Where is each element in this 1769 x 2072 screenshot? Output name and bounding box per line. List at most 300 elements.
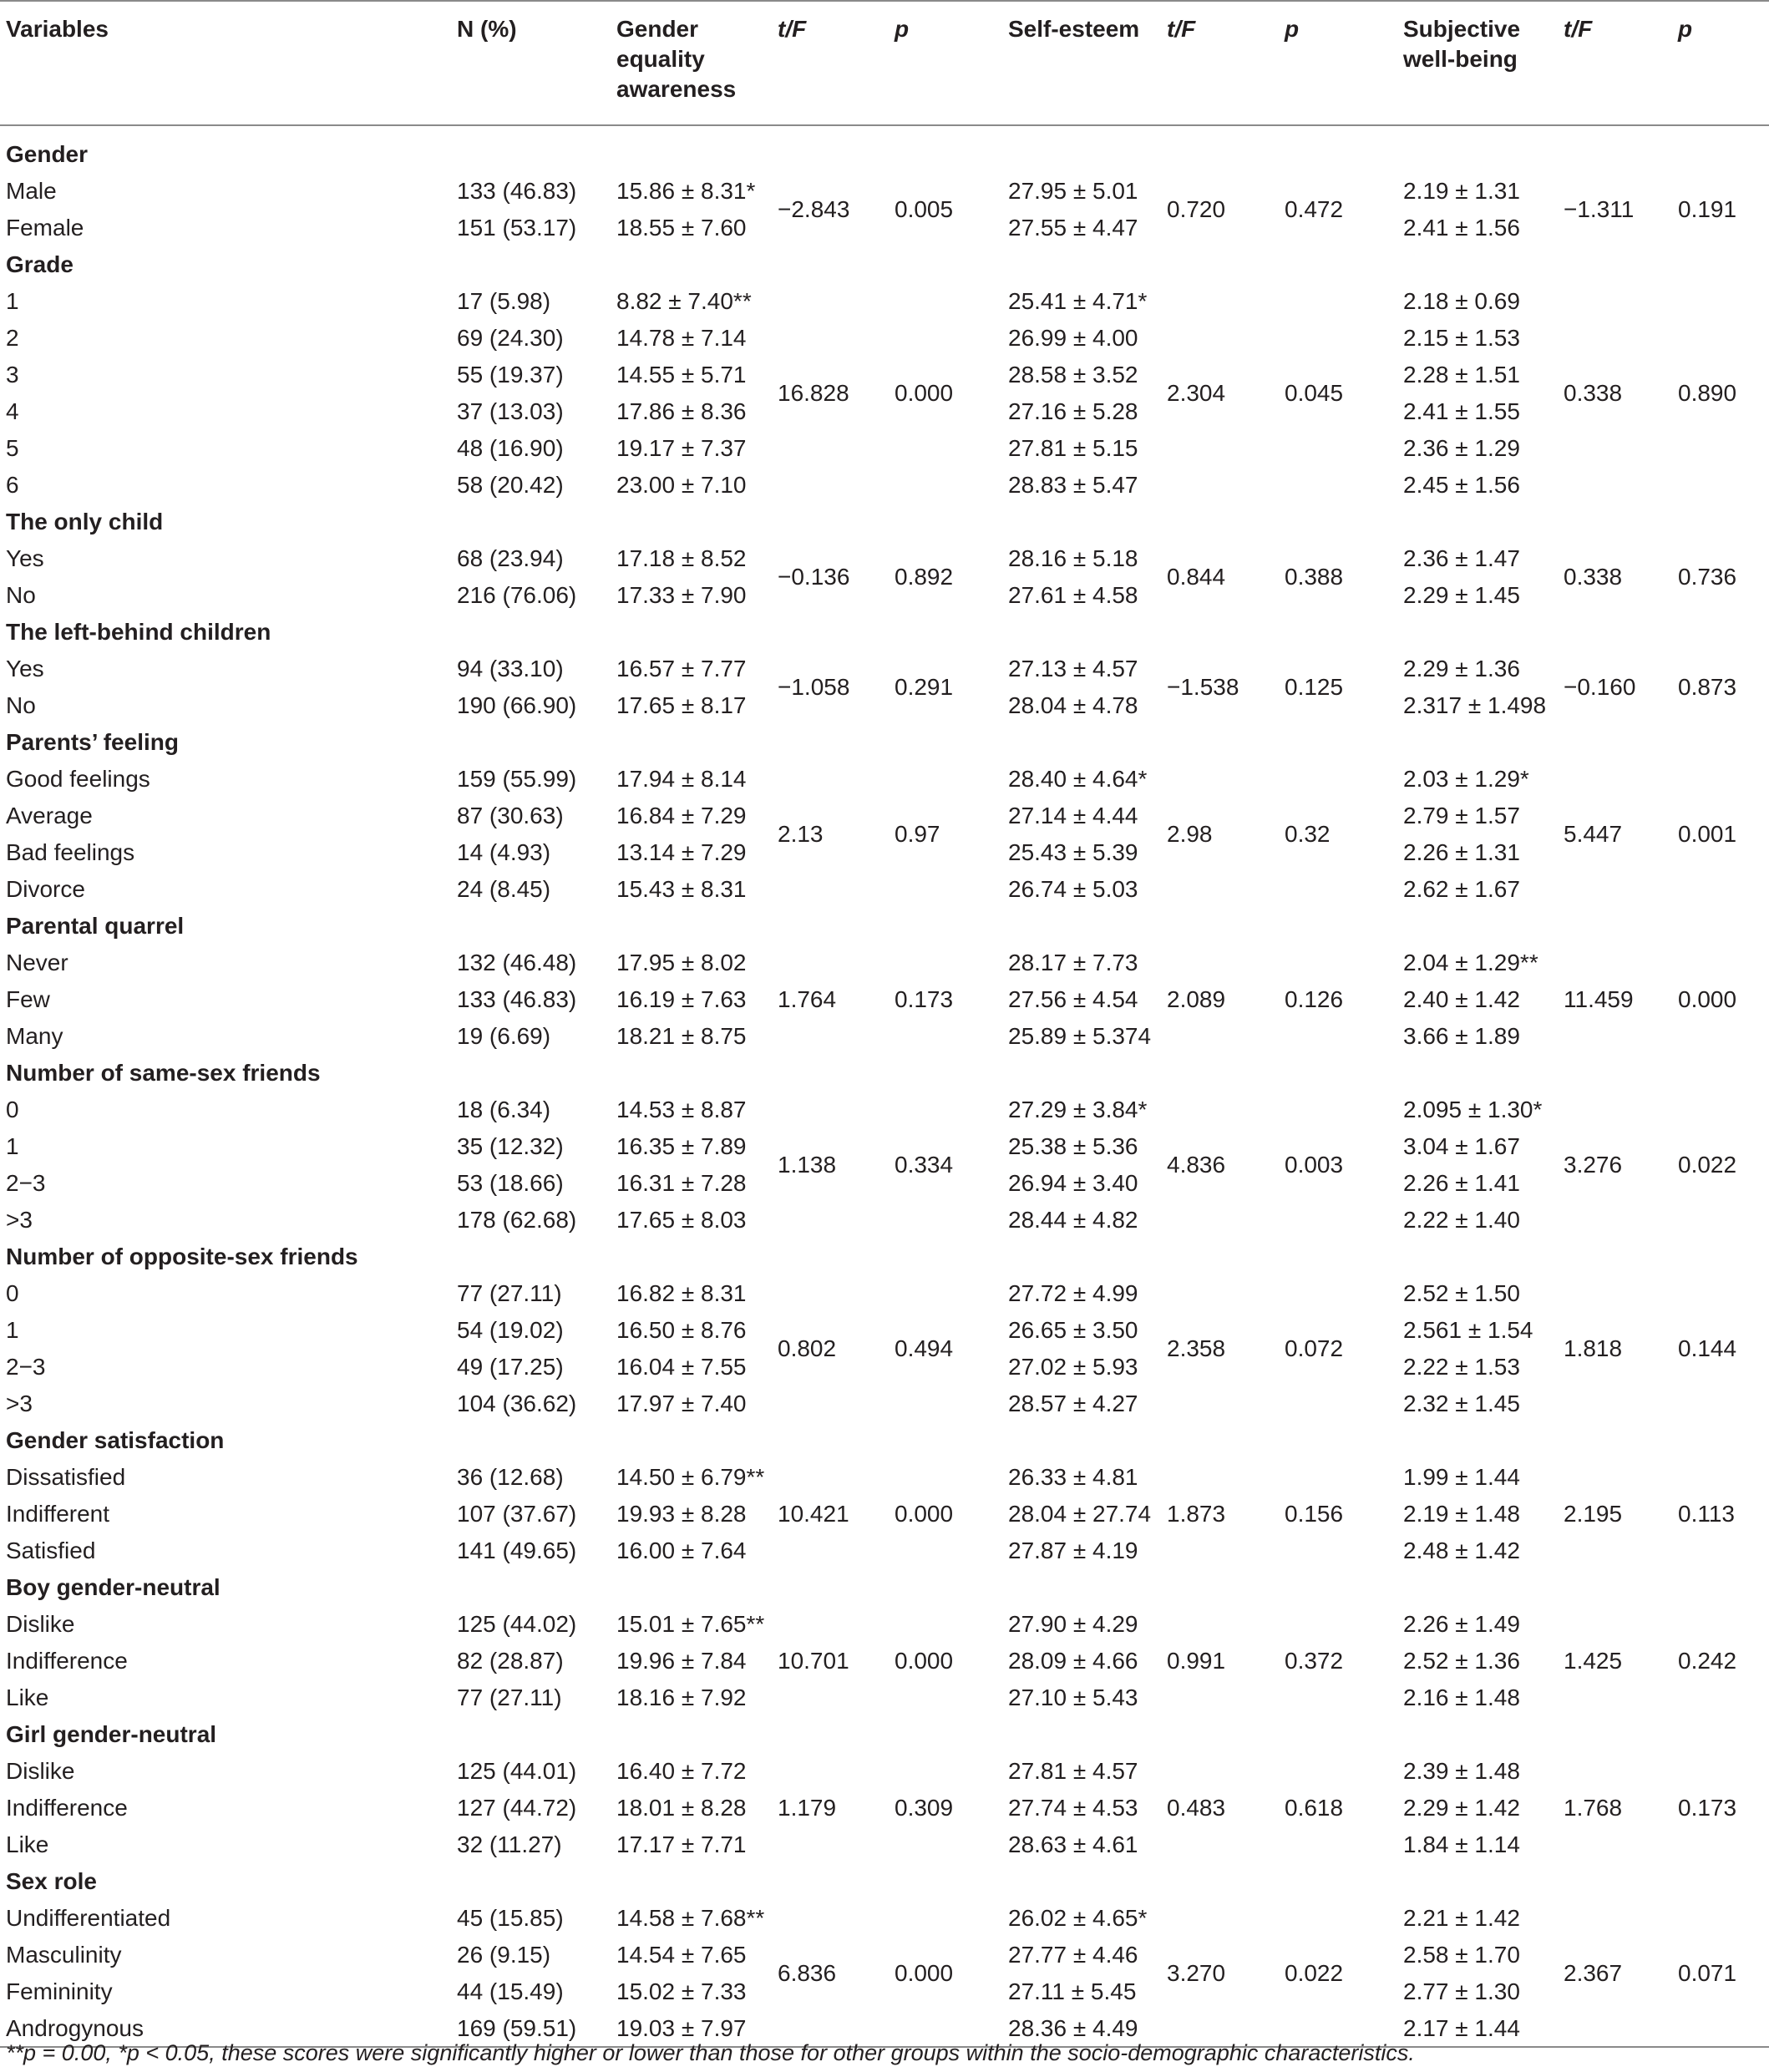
col-header-self-esteem: Self-esteem: [1002, 1, 1161, 125]
table-row: [0, 540, 1769, 577]
col-header-subjective-wellbeing: Subjective well-being: [1397, 1, 1558, 125]
se-tf-cell: 2.358: [1167, 1335, 1226, 1362]
n-percent-cell: 125 (44.02): [457, 1611, 577, 1638]
n-percent-cell: 49 (17.25): [457, 1354, 564, 1380]
row-label: 2−3: [6, 1354, 46, 1380]
row-label: Yes: [6, 656, 44, 682]
n-percent-cell: 141 (49.65): [457, 1538, 577, 1564]
n-percent-cell: 58 (20.42): [457, 472, 564, 499]
n-percent-cell: 190 (66.90): [457, 692, 577, 719]
gea-tf-cell: −2.843: [778, 196, 850, 223]
self-esteem-cell: 27.81 ± 5.15: [1008, 435, 1138, 462]
n-percent-cell: 37 (13.03): [457, 398, 564, 425]
n-percent-cell: 69 (24.30): [457, 325, 564, 352]
group-label: Girl gender-neutral: [6, 1721, 217, 1748]
self-esteem-cell: 26.02 ± 4.65*: [1008, 1905, 1148, 1932]
row-label: Male: [6, 178, 57, 205]
swb-p-cell: 0.191: [1678, 196, 1737, 223]
gender-equality-cell: 17.95 ± 8.02: [616, 950, 747, 976]
n-percent-cell: 77 (27.11): [457, 1684, 562, 1711]
swb-p-cell: 0.173: [1678, 1795, 1737, 1821]
self-esteem-cell: 28.57 ± 4.27: [1008, 1391, 1138, 1417]
subjective-wellbeing-cell: 2.29 ± 1.36: [1403, 656, 1520, 682]
subjective-wellbeing-cell: 2.19 ± 1.31: [1403, 178, 1520, 205]
self-esteem-cell: 27.74 ± 4.53: [1008, 1795, 1138, 1821]
gender-equality-cell: 17.86 ± 8.36: [616, 398, 747, 425]
swb-tf-cell: 1.425: [1564, 1648, 1623, 1674]
group-label: Gender satisfaction: [6, 1427, 225, 1454]
subjective-wellbeing-cell: 2.317 ± 1.498: [1403, 692, 1547, 719]
se-tf-cell: 0.991: [1167, 1648, 1226, 1674]
swb-p-cell: 0.144: [1678, 1335, 1737, 1362]
row-label: Satisfied: [6, 1538, 96, 1564]
gender-equality-cell: 13.14 ± 7.29: [616, 839, 747, 866]
gender-equality-cell: 14.54 ± 7.65: [616, 1942, 747, 1968]
gender-equality-cell: 15.01 ± 7.65**: [616, 1611, 765, 1638]
gender-equality-cell: 17.65 ± 8.17: [616, 692, 747, 719]
row-label: 1: [6, 1317, 19, 1344]
gender-equality-cell: 16.35 ± 7.89: [616, 1133, 747, 1160]
gea-p-cell: 0.291: [895, 674, 954, 701]
self-esteem-cell: 28.36 ± 4.49: [1002, 2010, 1161, 2047]
group-label: Parental quarrel: [6, 913, 185, 940]
gender-equality-cell: 16.00 ± 7.64: [616, 1538, 747, 1564]
n-percent-cell: 133 (46.83): [457, 986, 577, 1013]
row-label: Indifferent: [6, 1501, 110, 1527]
gender-equality-cell: 16.40 ± 7.72: [616, 1758, 747, 1785]
gender-equality-cell: 15.43 ± 8.31: [616, 876, 747, 903]
row-label: Indifference: [6, 1795, 128, 1821]
se-p-cell: 0.618: [1285, 1795, 1344, 1821]
gender-equality-cell: 18.21 ± 8.75: [616, 1023, 747, 1050]
row-label: Many: [6, 1023, 63, 1050]
self-esteem-cell: 27.02 ± 5.93: [1008, 1354, 1138, 1380]
n-percent-cell: 132 (46.48): [457, 950, 577, 976]
se-tf-cell: 2.304: [1167, 380, 1226, 407]
gender-equality-cell: 14.53 ± 8.87: [616, 1097, 747, 1123]
table-row: [0, 945, 1769, 981]
n-percent-cell: 151 (53.17): [457, 215, 577, 241]
n-percent-cell: 14 (4.93): [457, 839, 551, 866]
gender-equality-cell: 14.50 ± 6.79**: [616, 1464, 765, 1491]
self-esteem-cell: 25.38 ± 5.36: [1008, 1133, 1138, 1160]
table-body: [0, 125, 1769, 2047]
col-header-gender-equality: Gender equality awareness: [611, 1, 772, 125]
group-label: Boy gender-neutral: [6, 1574, 220, 1601]
swb-tf-cell: 1.768: [1564, 1795, 1623, 1821]
n-percent-cell: 48 (16.90): [457, 435, 564, 462]
table-footnote: **p = 0.00, *p < 0.05, these scores were significantly higher or lower than those for other groups within the socio-demographic characteristics.: [6, 2040, 1415, 2065]
gender-equality-cell: 23.00 ± 7.10: [616, 472, 747, 499]
swb-tf-cell: 2.195: [1564, 1501, 1623, 1527]
swb-p-cell: 0.113: [1678, 1501, 1735, 1527]
n-percent-cell: 18 (6.34): [457, 1097, 551, 1123]
gender-equality-cell: 17.18 ± 8.52: [616, 545, 747, 572]
swb-tf-cell: 3.276: [1564, 1152, 1623, 1178]
gea-tf-cell: −0.136: [778, 564, 850, 590]
table-row: [0, 651, 1769, 687]
group-label: Number of opposite-sex friends: [6, 1244, 358, 1270]
subjective-wellbeing-cell: 2.48 ± 1.42: [1403, 1538, 1520, 1564]
gea-p-cell: 0.000: [895, 380, 954, 407]
swb-tf-cell: 11.459: [1564, 986, 1634, 1013]
gender-equality-cell: 18.01 ± 8.28: [616, 1795, 747, 1821]
gea-tf-cell: 1.138: [778, 1152, 837, 1178]
n-percent-cell: 44 (15.49): [457, 1978, 564, 2005]
gender-equality-cell: 14.58 ± 7.68**: [616, 1905, 765, 1932]
group-header-row: [0, 136, 1769, 173]
col-header-tf: t/F: [1558, 1, 1672, 125]
gea-p-cell: 0.000: [895, 1501, 954, 1527]
swb-tf-cell: 1.818: [1564, 1335, 1623, 1362]
gea-tf-cell: 16.828: [778, 380, 849, 407]
subjective-wellbeing-cell: 2.17 ± 1.44: [1397, 2010, 1558, 2047]
gender-equality-cell: 18.16 ± 7.92: [616, 1684, 747, 1711]
n-percent-cell: 77 (27.11): [457, 1280, 562, 1307]
row-label: Like: [6, 1831, 49, 1858]
gender-equality-cell: 16.19 ± 7.63: [616, 986, 747, 1013]
self-esteem-cell: 28.40 ± 4.64*: [1008, 766, 1148, 793]
row-label: Androgynous: [0, 2010, 451, 2047]
swb-p-cell: 0.890: [1678, 380, 1737, 407]
gender-equality-cell: 16.31 ± 7.28: [616, 1170, 747, 1197]
group-label: Grade: [6, 251, 73, 278]
n-percent-cell: 107 (37.67): [457, 1501, 577, 1527]
gender-equality-cell: 16.82 ± 8.31: [616, 1280, 747, 1307]
n-percent-cell: 68 (23.94): [457, 545, 564, 572]
subjective-wellbeing-cell: 2.39 ± 1.48: [1403, 1758, 1520, 1785]
subjective-wellbeing-cell: 2.45 ± 1.56: [1403, 472, 1520, 499]
se-p-cell: 0.022: [1279, 1900, 1397, 2047]
n-percent-cell: 32 (11.27): [457, 1831, 562, 1858]
row-label: Good feelings: [6, 766, 150, 793]
self-esteem-cell: 27.56 ± 4.54: [1008, 986, 1138, 1013]
se-p-cell: 0.372: [1285, 1648, 1344, 1674]
gender-equality-cell: 17.33 ± 7.90: [616, 582, 747, 609]
gender-equality-cell: 15.86 ± 8.31*: [616, 178, 756, 205]
table-row: [0, 1753, 1769, 1790]
row-label: Dislike: [6, 1758, 75, 1785]
swb-p-cell: 0.873: [1678, 674, 1737, 701]
gender-equality-cell: 17.97 ± 7.40: [616, 1391, 747, 1417]
n-percent-cell: 19 (6.69): [457, 1023, 551, 1050]
self-esteem-cell: 27.11 ± 5.45: [1008, 1978, 1137, 2005]
gender-equality-cell: 16.04 ± 7.55: [616, 1354, 747, 1380]
row-label: 2−3: [6, 1170, 46, 1197]
n-percent-cell: 178 (62.68): [457, 1207, 577, 1234]
n-percent-cell: 125 (44.01): [457, 1758, 577, 1785]
subjective-wellbeing-cell: 2.62 ± 1.67: [1403, 876, 1520, 903]
subjective-wellbeing-cell: 2.36 ± 1.47: [1403, 545, 1520, 572]
gea-tf-cell: 1.179: [778, 1795, 837, 1821]
gender-equality-cell: 15.02 ± 7.33: [616, 1978, 747, 2005]
row-label: Yes: [6, 545, 44, 572]
subjective-wellbeing-cell: 2.04 ± 1.29**: [1403, 950, 1538, 976]
swb-tf-cell: −1.311: [1564, 196, 1635, 223]
se-p-cell: 0.003: [1285, 1152, 1344, 1178]
se-p-cell: 0.32: [1285, 821, 1331, 848]
group-label: Sex role: [6, 1868, 97, 1895]
row-label: Undifferentiated: [6, 1905, 171, 1932]
row-label: 0: [6, 1097, 19, 1123]
swb-tf-cell: 0.338: [1564, 564, 1623, 590]
group-header-row: [0, 246, 1769, 283]
n-percent-cell: 26 (9.15): [457, 1942, 551, 1968]
subjective-wellbeing-cell: 2.29 ± 1.42: [1403, 1795, 1520, 1821]
group-header-row: [0, 724, 1769, 761]
gender-equality-cell: 19.96 ± 7.84: [616, 1648, 747, 1674]
subjective-wellbeing-cell: 2.16 ± 1.48: [1403, 1684, 1520, 1711]
table-row: [0, 1900, 1769, 1937]
row-label: >3: [6, 1391, 33, 1417]
row-label: Masculinity: [6, 1942, 122, 1968]
gea-p-cell: 0.005: [895, 196, 954, 223]
gender-equality-cell: 19.03 ± 7.97: [611, 2010, 772, 2047]
group-header-row: [0, 1239, 1769, 1275]
subjective-wellbeing-cell: 2.19 ± 1.48: [1403, 1501, 1520, 1527]
row-label: Femininity: [6, 1978, 113, 2005]
se-p-cell: 0.472: [1285, 196, 1344, 223]
swb-tf-cell: 2.367: [1558, 1900, 1672, 2047]
subjective-wellbeing-cell: 2.41 ± 1.55: [1403, 398, 1520, 425]
self-esteem-cell: 28.83 ± 5.47: [1008, 472, 1138, 499]
group-header-row: [0, 908, 1769, 945]
gea-p-cell: 0.892: [895, 564, 954, 590]
row-label: 3: [6, 362, 19, 388]
row-label: 1: [6, 1133, 19, 1160]
self-esteem-cell: 27.81 ± 4.57: [1008, 1758, 1138, 1785]
swb-p-cell: 0.242: [1678, 1648, 1737, 1674]
self-esteem-cell: 26.99 ± 4.00: [1008, 325, 1138, 352]
se-tf-cell: 0.720: [1167, 196, 1226, 223]
subjective-wellbeing-cell: 2.29 ± 1.45: [1403, 582, 1520, 609]
self-esteem-cell: 27.87 ± 4.19: [1008, 1538, 1138, 1564]
gender-equality-cell: 14.55 ± 5.71: [616, 362, 747, 388]
group-label: Gender: [6, 141, 89, 168]
gea-tf-cell: 2.13: [778, 821, 824, 848]
subjective-wellbeing-cell: 2.22 ± 1.40: [1403, 1207, 1520, 1234]
subjective-wellbeing-cell: 1.84 ± 1.14: [1403, 1831, 1520, 1858]
swb-p-cell: 0.071: [1672, 1900, 1769, 2047]
n-percent-cell: 55 (19.37): [457, 362, 564, 388]
self-esteem-cell: 28.16 ± 5.18: [1008, 545, 1138, 572]
n-percent-cell: 82 (28.87): [457, 1648, 564, 1674]
table-header: [0, 1, 1769, 125]
swb-tf-cell: 0.338: [1564, 380, 1623, 407]
table-row: [0, 1606, 1769, 1643]
self-esteem-cell: 27.90 ± 4.29: [1008, 1611, 1138, 1638]
subjective-wellbeing-cell: 3.66 ± 1.89: [1403, 1023, 1520, 1050]
n-percent-cell: 87 (30.63): [457, 803, 564, 829]
subjective-wellbeing-cell: 2.26 ± 1.31: [1403, 839, 1520, 866]
row-label: Divorce: [6, 876, 85, 903]
table-row: [0, 761, 1769, 798]
self-esteem-cell: 28.63 ± 4.61: [1008, 1831, 1138, 1858]
row-label: 4: [6, 398, 19, 425]
group-label: The left-behind children: [6, 619, 271, 646]
group-header-row: [0, 1422, 1769, 1459]
swb-tf-cell: 5.447: [1564, 821, 1623, 848]
subjective-wellbeing-cell: 3.04 ± 1.67: [1403, 1133, 1520, 1160]
self-esteem-cell: 27.29 ± 3.84*: [1008, 1097, 1148, 1123]
gea-p-cell: 0.334: [895, 1152, 954, 1178]
gender-equality-cell: 16.57 ± 7.77: [616, 656, 747, 682]
col-header-variables: Variables: [0, 1, 451, 125]
row-label: >3: [6, 1207, 33, 1234]
group-label: Number of same-sex friends: [6, 1060, 321, 1087]
gender-equality-cell: 19.93 ± 8.28: [616, 1501, 747, 1527]
table-row: [0, 1275, 1769, 1312]
self-esteem-cell: 28.17 ± 7.73: [1008, 950, 1138, 976]
swb-p-cell: 0.736: [1678, 564, 1737, 590]
col-header-p: p: [889, 1, 1002, 125]
n-percent-cell: 53 (18.66): [457, 1170, 564, 1197]
subjective-wellbeing-cell: 2.77 ± 1.30: [1403, 1978, 1520, 2005]
self-esteem-cell: 27.55 ± 4.47: [1008, 215, 1138, 241]
n-percent-cell: 54 (19.02): [457, 1317, 564, 1344]
se-p-cell: 0.388: [1285, 564, 1344, 590]
gea-tf-cell: 6.836: [772, 1900, 889, 2047]
gea-p-cell: 0.000: [895, 1648, 954, 1674]
se-tf-cell: 2.98: [1167, 821, 1213, 848]
self-esteem-cell: 27.14 ± 4.44: [1008, 803, 1138, 829]
se-tf-cell: 3.270: [1161, 1900, 1279, 2047]
group-header-row: [0, 1569, 1769, 1606]
self-esteem-cell: 27.16 ± 5.28: [1008, 398, 1138, 425]
self-esteem-cell: 25.89 ± 5.374: [1008, 1023, 1152, 1050]
self-esteem-cell: 27.10 ± 5.43: [1008, 1684, 1138, 1711]
subjective-wellbeing-cell: 2.18 ± 0.69: [1403, 288, 1520, 315]
gender-equality-cell: 16.84 ± 7.29: [616, 803, 747, 829]
swb-p-cell: 0.022: [1678, 1152, 1737, 1178]
subjective-wellbeing-cell: 2.32 ± 1.45: [1403, 1391, 1520, 1417]
spacer-row: [0, 125, 1769, 136]
self-esteem-cell: 28.44 ± 4.82: [1008, 1207, 1138, 1234]
self-esteem-cell: 28.09 ± 4.66: [1008, 1648, 1138, 1674]
subjective-wellbeing-cell: 2.36 ± 1.29: [1403, 435, 1520, 462]
n-percent-cell: 36 (12.68): [457, 1464, 564, 1491]
n-percent-cell: 45 (15.85): [457, 1905, 564, 1932]
swb-tf-cell: −0.160: [1564, 674, 1636, 701]
col-header-n: N (%): [451, 1, 611, 125]
se-tf-cell: 2.089: [1167, 986, 1226, 1013]
row-label: Bad feelings: [6, 839, 135, 866]
subjective-wellbeing-cell: 2.095 ± 1.30*: [1403, 1097, 1543, 1123]
se-tf-cell: 1.873: [1167, 1501, 1226, 1527]
col-header-tf: t/F: [772, 1, 889, 125]
gender-equality-cell: 19.17 ± 7.37: [616, 435, 747, 462]
row-label: 2: [6, 325, 19, 352]
n-percent-cell: 104 (36.62): [457, 1391, 577, 1417]
gea-tf-cell: −1.058: [778, 674, 850, 701]
group-label: The only child: [6, 509, 164, 535]
row-label: Female: [6, 215, 84, 241]
self-esteem-cell: 26.33 ± 4.81: [1008, 1464, 1138, 1491]
row-label: No: [6, 692, 36, 719]
self-esteem-cell: 25.43 ± 5.39: [1008, 839, 1138, 866]
subjective-wellbeing-cell: 2.21 ± 1.42: [1403, 1905, 1520, 1932]
n-percent-cell: 24 (8.45): [457, 876, 551, 903]
self-esteem-cell: 27.13 ± 4.57: [1008, 656, 1138, 682]
se-tf-cell: 0.844: [1167, 564, 1226, 590]
table-row: [0, 173, 1769, 210]
self-esteem-cell: 26.74 ± 5.03: [1008, 876, 1138, 903]
row-label: No: [6, 582, 36, 609]
subjective-wellbeing-cell: 2.22 ± 1.53: [1403, 1354, 1520, 1380]
se-p-cell: 0.125: [1285, 674, 1344, 701]
group-label: Parents’ feeling: [6, 729, 179, 756]
self-esteem-cell: 27.72 ± 4.99: [1008, 1280, 1138, 1307]
n-percent-cell: 35 (12.32): [457, 1133, 564, 1160]
self-esteem-cell: 28.04 ± 27.74: [1008, 1501, 1152, 1527]
row-label: Like: [6, 1684, 49, 1711]
gender-equality-cell: 8.82 ± 7.40**: [616, 288, 752, 315]
subjective-wellbeing-cell: 2.28 ± 1.51: [1403, 362, 1520, 388]
self-esteem-cell: 26.65 ± 3.50: [1008, 1317, 1138, 1344]
se-tf-cell: 0.483: [1167, 1795, 1226, 1821]
subjective-wellbeing-cell: 1.99 ± 1.44: [1403, 1464, 1520, 1491]
group-header-row: [0, 1055, 1769, 1092]
subjective-wellbeing-cell: 2.26 ± 1.41: [1403, 1170, 1520, 1197]
gender-equality-cell: 17.94 ± 8.14: [616, 766, 747, 793]
subjective-wellbeing-cell: 2.26 ± 1.49: [1403, 1611, 1520, 1638]
row-label: 6: [6, 472, 19, 499]
n-percent-cell: 133 (46.83): [457, 178, 577, 205]
self-esteem-cell: 27.61 ± 4.58: [1008, 582, 1138, 609]
row-label: Few: [6, 986, 50, 1013]
table-row: [0, 283, 1769, 320]
col-header-p: p: [1279, 1, 1397, 125]
gender-equality-cell: 17.17 ± 7.71: [616, 1831, 747, 1858]
row-label: Never: [6, 950, 68, 976]
gea-p-cell: 0.173: [895, 986, 954, 1013]
table-row: [0, 1459, 1769, 1496]
se-tf-cell: 4.836: [1167, 1152, 1226, 1178]
table-row: [0, 1092, 1769, 1128]
self-esteem-cell: 28.04 ± 4.78: [1008, 692, 1138, 719]
self-esteem-cell: 27.77 ± 4.46: [1008, 1942, 1138, 1968]
row-label: Average: [6, 803, 93, 829]
row-label: Dislike: [6, 1611, 75, 1638]
gender-equality-cell: 18.55 ± 7.60: [616, 215, 747, 241]
n-percent-cell: 169 (59.51): [451, 2010, 611, 2047]
gea-tf-cell: 0.802: [778, 1335, 837, 1362]
subjective-wellbeing-cell: 2.41 ± 1.56: [1403, 215, 1520, 241]
group-header-row: [0, 1716, 1769, 1753]
subjective-wellbeing-cell: 2.40 ± 1.42: [1403, 986, 1520, 1013]
n-percent-cell: 17 (5.98): [457, 288, 551, 315]
row-label: Dissatisfied: [6, 1464, 126, 1491]
swb-p-cell: 0.000: [1678, 986, 1737, 1013]
row-label: 1: [6, 288, 19, 315]
se-p-cell: 0.126: [1285, 986, 1344, 1013]
col-header-p: p: [1672, 1, 1769, 125]
gender-equality-cell: 16.50 ± 8.76: [616, 1317, 747, 1344]
group-header-row: [0, 614, 1769, 651]
self-esteem-cell: 25.41 ± 4.71*: [1008, 288, 1148, 315]
gea-tf-cell: 10.701: [778, 1648, 849, 1674]
subjective-wellbeing-cell: 2.03 ± 1.29*: [1403, 766, 1529, 793]
row-label: 0: [6, 1280, 19, 1307]
gea-p-cell: 0.97: [895, 821, 940, 848]
row-label: 5: [6, 435, 19, 462]
group-header-row: [0, 1863, 1769, 1900]
gea-p-cell: 0.000: [889, 1900, 1002, 2047]
n-percent-cell: 159 (55.99): [457, 766, 577, 793]
gea-p-cell: 0.494: [895, 1335, 954, 1362]
n-percent-cell: 127 (44.72): [457, 1795, 577, 1821]
subjective-wellbeing-cell: 2.561 ± 1.54: [1403, 1317, 1533, 1344]
